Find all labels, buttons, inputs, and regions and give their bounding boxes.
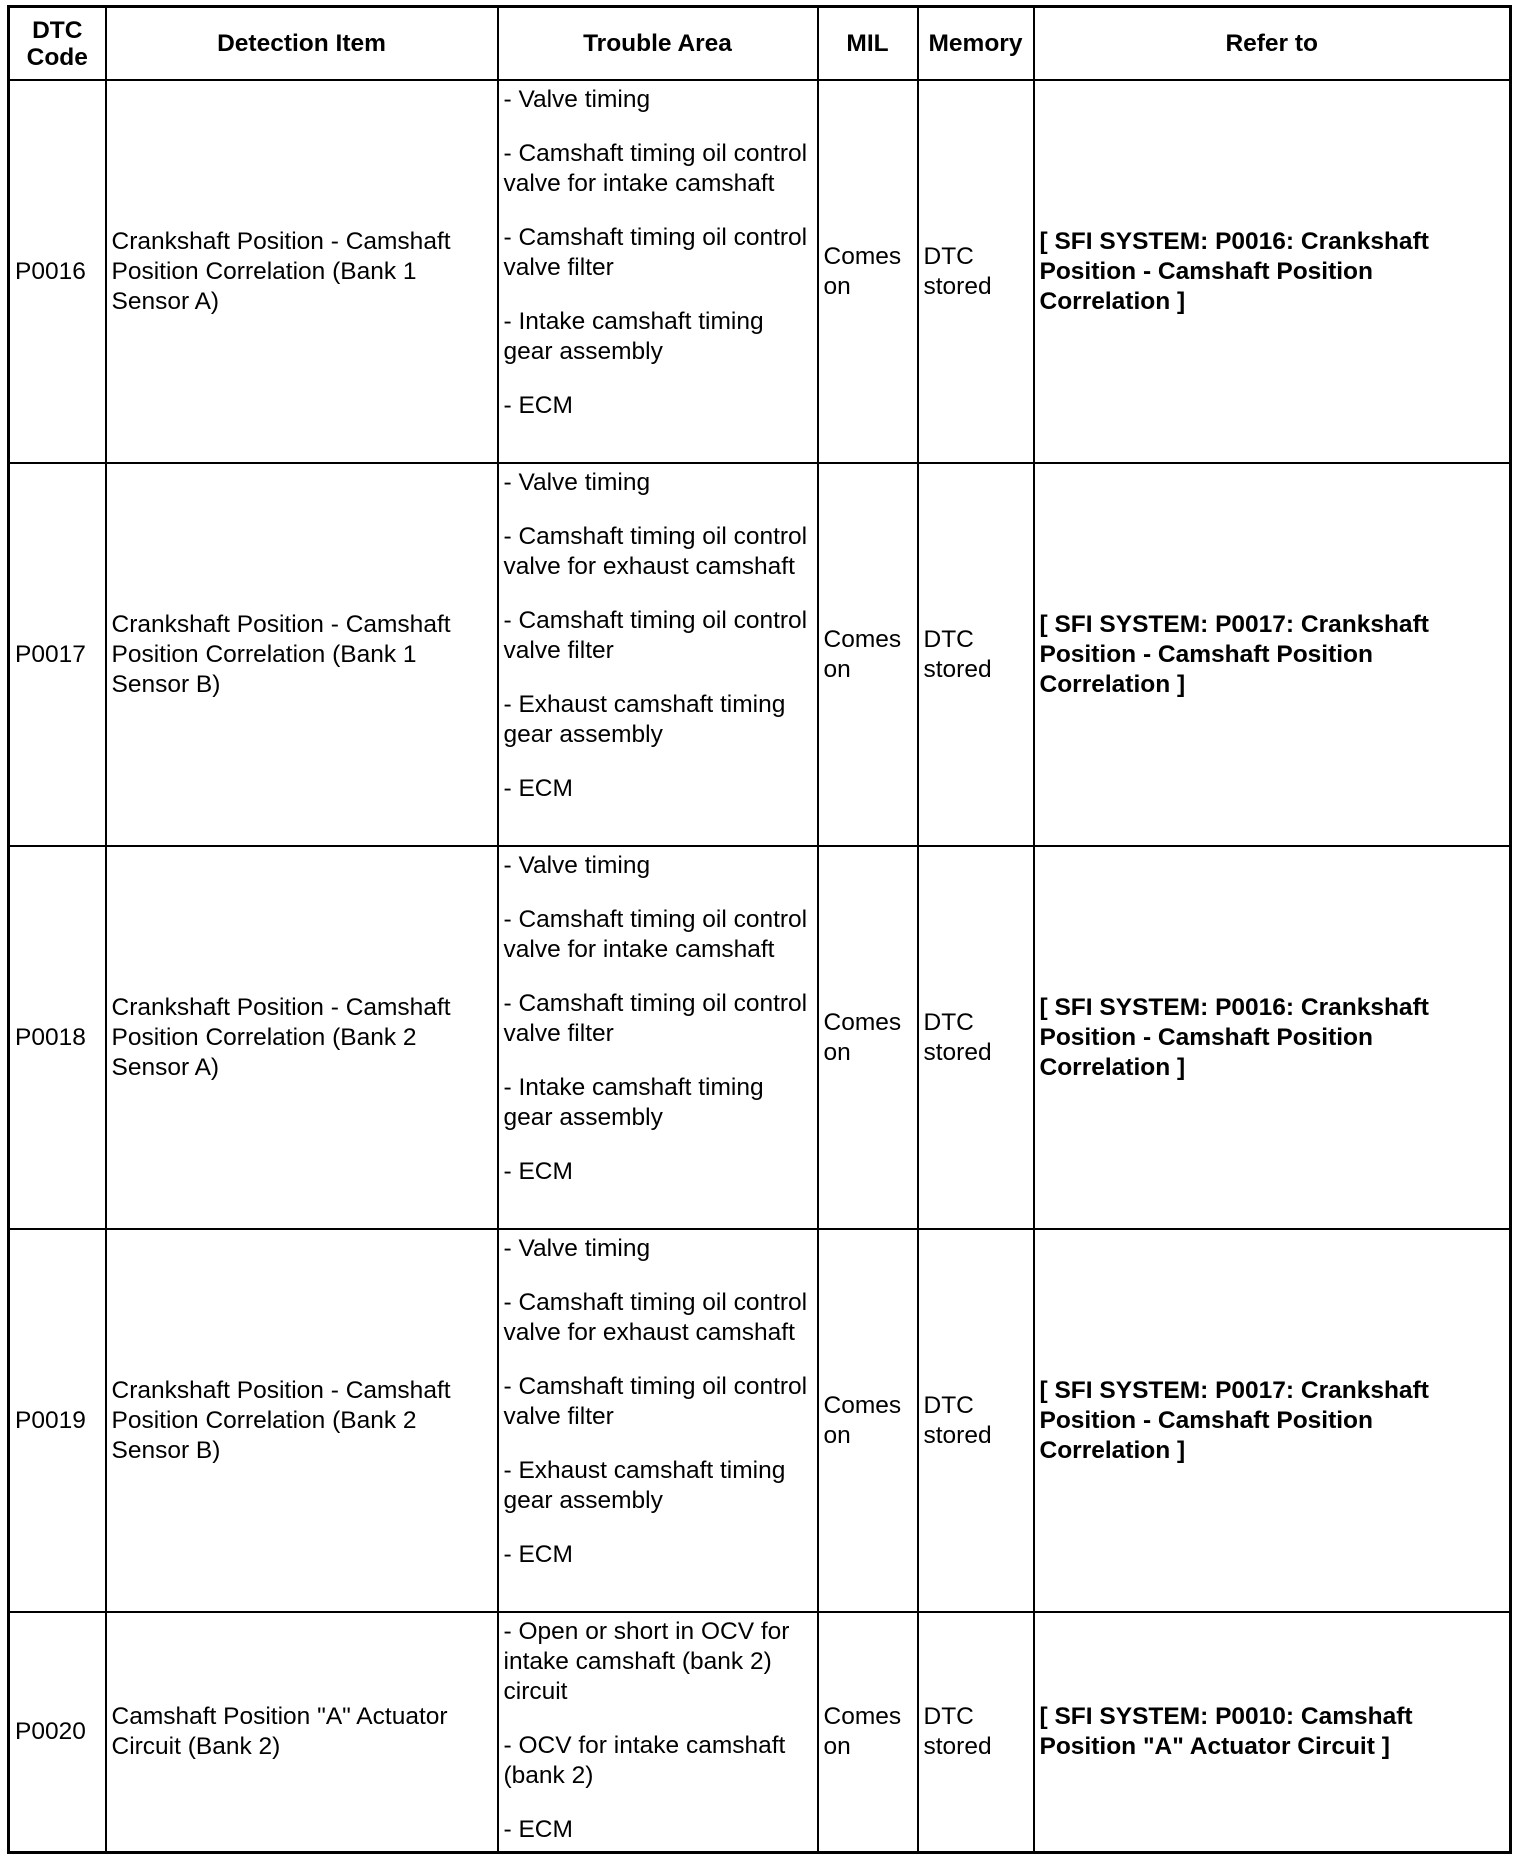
dtc-table [7, 5, 1512, 1854]
trouble-area-item: - Camshaft timing oil control valve filter [503, 990, 808, 1047]
dtc-code-cell: P0020 [9, 1612, 106, 1853]
trouble-area-item: - Camshaft timing oil control valve filter [503, 607, 808, 664]
trouble-area-item: - Valve timing [503, 1235, 651, 1262]
trouble-area-item: - Camshaft timing oil control valve for exhaust camshaft [503, 523, 808, 580]
header-dtc-code [9, 7, 106, 81]
trouble-area-item: - Valve timing [503, 469, 651, 496]
detection-item-cell: Camshaft Position "A" Actuator Circuit (Bank 2) [106, 1612, 498, 1853]
mil-cell: Comes on [818, 1229, 918, 1612]
header-row [9, 7, 1511, 81]
trouble-area-cell [498, 463, 818, 846]
trouble-area-item: - ECM [503, 1158, 573, 1185]
detection-item-cell: Crankshaft Position - Camshaft Position Correlation (Bank 1 Sensor A) [106, 80, 498, 463]
header-memory: Memory [918, 7, 1034, 81]
trouble-area-item: - Intake camshaft timing gear assembly [503, 308, 764, 365]
detection-item-cell: Crankshaft Position - Camshaft Position Correlation (Bank 2 Sensor A) [106, 846, 498, 1229]
memory-cell: DTC stored [918, 80, 1034, 463]
dtc-code-cell: P0018 [9, 846, 106, 1229]
trouble-area-item: - Camshaft timing oil control valve for intake camshaft [503, 906, 808, 963]
refer-to-link[interactable]: [ SFI SYSTEM: P0017: Crankshaft Position - Camshaft Position Correlation ] [1034, 463, 1511, 846]
mil-cell: Comes on [818, 846, 918, 1229]
table-row [9, 463, 1511, 846]
detection-item-cell: Crankshaft Position - Camshaft Position Correlation (Bank 1 Sensor B) [106, 463, 498, 846]
trouble-area-item: - Camshaft timing oil control valve for intake camshaft [503, 140, 808, 197]
header-dtc-code-line2: Code [26, 43, 88, 71]
trouble-area-item: - Open or short in OCV for intake camshaft (bank 2) circuit [503, 1618, 790, 1705]
mil-cell: Comes on [818, 80, 918, 463]
refer-to-link[interactable]: [ SFI SYSTEM: P0016: Crankshaft Position - Camshaft Position Correlation ] [1034, 846, 1511, 1229]
header-trouble-area: Trouble Area [498, 7, 818, 81]
mil-cell: Comes on [818, 1612, 918, 1853]
table-row [9, 846, 1511, 1229]
memory-cell: DTC stored [918, 463, 1034, 846]
refer-to-link[interactable]: [ SFI SYSTEM: P0016: Crankshaft Position - Camshaft Position Correlation ] [1034, 80, 1511, 463]
trouble-area-item: - ECM [503, 392, 573, 419]
trouble-area-item: - ECM [503, 1816, 573, 1843]
trouble-area-item: - Camshaft timing oil control valve filter [503, 224, 808, 281]
header-dtc-code-line1: DTC [32, 16, 83, 44]
mil-cell: Comes on [818, 463, 918, 846]
memory-cell: DTC stored [918, 846, 1034, 1229]
trouble-area-item: - Valve timing [503, 852, 651, 879]
trouble-area-item: - Intake camshaft timing gear assembly [503, 1074, 764, 1131]
trouble-area-item: - ECM [503, 1541, 573, 1568]
refer-to-link[interactable]: [ SFI SYSTEM: P0017: Crankshaft Position - Camshaft Position Correlation ] [1034, 1229, 1511, 1612]
table-row [9, 1229, 1511, 1612]
header-refer-to: Refer to [1034, 7, 1511, 81]
trouble-area-cell [498, 1612, 818, 1853]
table-row [9, 1612, 1511, 1853]
trouble-area-cell [498, 1229, 818, 1612]
trouble-area-item: - Exhaust camshaft timing gear assembly [503, 691, 786, 748]
trouble-area-item: - Valve timing [503, 86, 651, 113]
dtc-code-cell: P0016 [9, 80, 106, 463]
memory-cell: DTC stored [918, 1229, 1034, 1612]
table-row [9, 80, 1511, 463]
trouble-area-item: - ECM [503, 775, 573, 802]
trouble-area-cell [498, 80, 818, 463]
trouble-area-item: - Camshaft timing oil control valve filter [503, 1373, 808, 1430]
header-mil: MIL [818, 7, 918, 81]
dtc-code-cell: P0019 [9, 1229, 106, 1612]
memory-cell: DTC stored [918, 1612, 1034, 1853]
trouble-area-cell [498, 846, 818, 1229]
trouble-area-item: - OCV for intake camshaft (bank 2) [503, 1732, 786, 1789]
detection-item-cell: Crankshaft Position - Camshaft Position Correlation (Bank 2 Sensor B) [106, 1229, 498, 1612]
trouble-area-item: - Camshaft timing oil control valve for exhaust camshaft [503, 1289, 808, 1346]
trouble-area-item: - Exhaust camshaft timing gear assembly [503, 1457, 786, 1514]
header-detection-item: Detection Item [106, 7, 498, 81]
refer-to-link[interactable]: [ SFI SYSTEM: P0010: Camshaft Position "A" Actuator Circuit ] [1034, 1612, 1511, 1853]
dtc-code-cell: P0017 [9, 463, 106, 846]
